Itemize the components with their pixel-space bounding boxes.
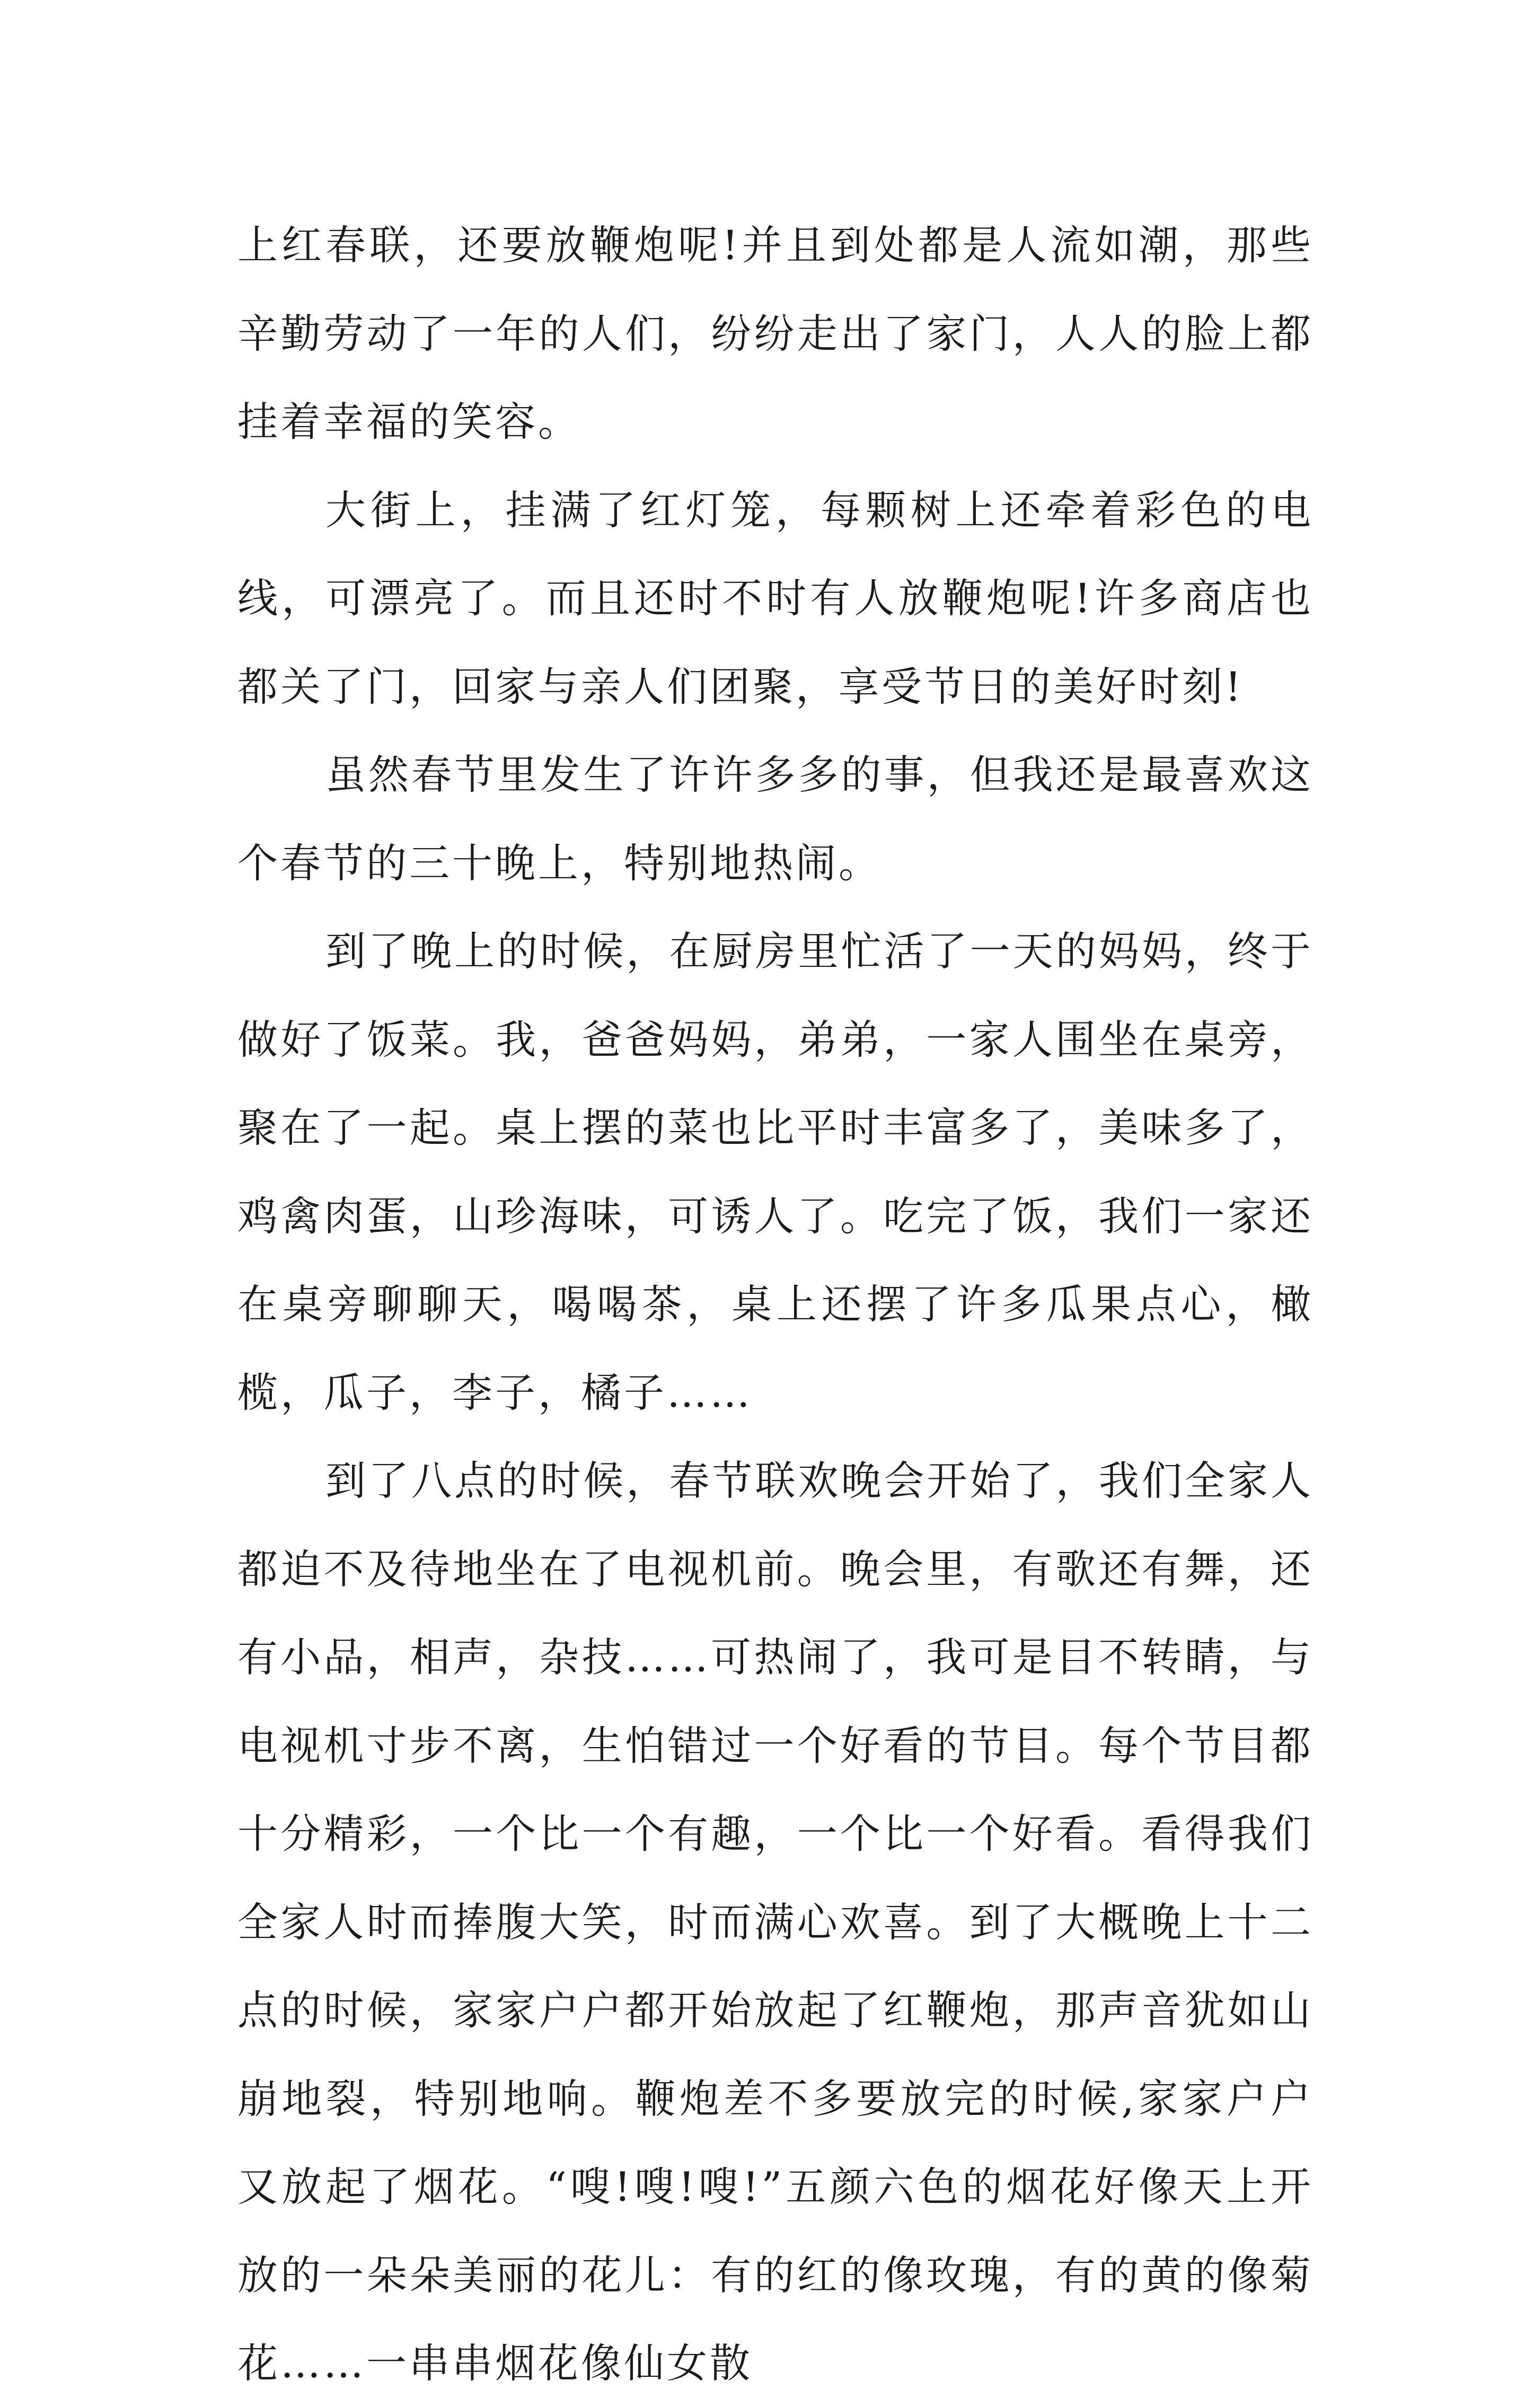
- paragraph-5: 到了八点的时候，春节联欢晚会开始了，我们全家人都迫不及待地坐在了电视机前。晚会里，有歌还有舞，还有小品，相声，杂技……可热闹了，我可是目不转睛，与电视机寸步不离，生怕错过一个好看的节目。每个节目都十分精彩，一个比一个有趣，一个比一个好看。看得我们全家人时而捧腹大笑，时而满心欢喜。到了大概晚上十二点的时候，家家户户都开始放起了红鞭炮，那声音犹如山崩地裂，特别地响。鞭炮差不多要放完的时候,家家户户又放起了烟花。“嗖!嗖!嗖!”五颜六色的烟花好像天上开放的一朵朵美丽的花儿：有的红的像玫瑰，有的黄的像菊花……一串串烟花像仙女散: [237, 1457, 1313, 2387]
- paragraph-2: 大街上，挂满了红灯笼，每颗树上还牵着彩色的电线，可漂亮了。而且还时不时有人放鞭炮呢!许多商店也都关了门，回家与亲人们团聚，享受节日的美好时刻!: [237, 486, 1313, 710]
- paragraph-4: 到了晚上的时候，在厨房里忙活了一天的妈妈，终于做好了饭菜。我，爸爸妈妈，弟弟，一家人围坐在桌旁，聚在了一起。桌上摆的菜也比平时丰富多了，美味多了，鸡禽肉蛋，山珍海味，可诱人了。吃完了饭，我们一家还在桌旁聊聊天，喝喝茶，桌上还摆了许多瓜果点心，橄榄，瓜子，李子，橘子……: [237, 928, 1313, 1416]
- paragraph-3: 虽然春节里发生了许许多多的事，但我还是最喜欢这个春节的三十晚上，特别地热闹。: [237, 751, 1313, 887]
- body-text: [237, 201, 1313, 2408]
- paragraph-1: 上红春联，还要放鞭炮呢!并且到处都是人流如潮，那些辛勤劳动了一年的人们，纷纷走出了家门，人人的脸上都挂着幸福的笑容。: [237, 222, 1313, 445]
